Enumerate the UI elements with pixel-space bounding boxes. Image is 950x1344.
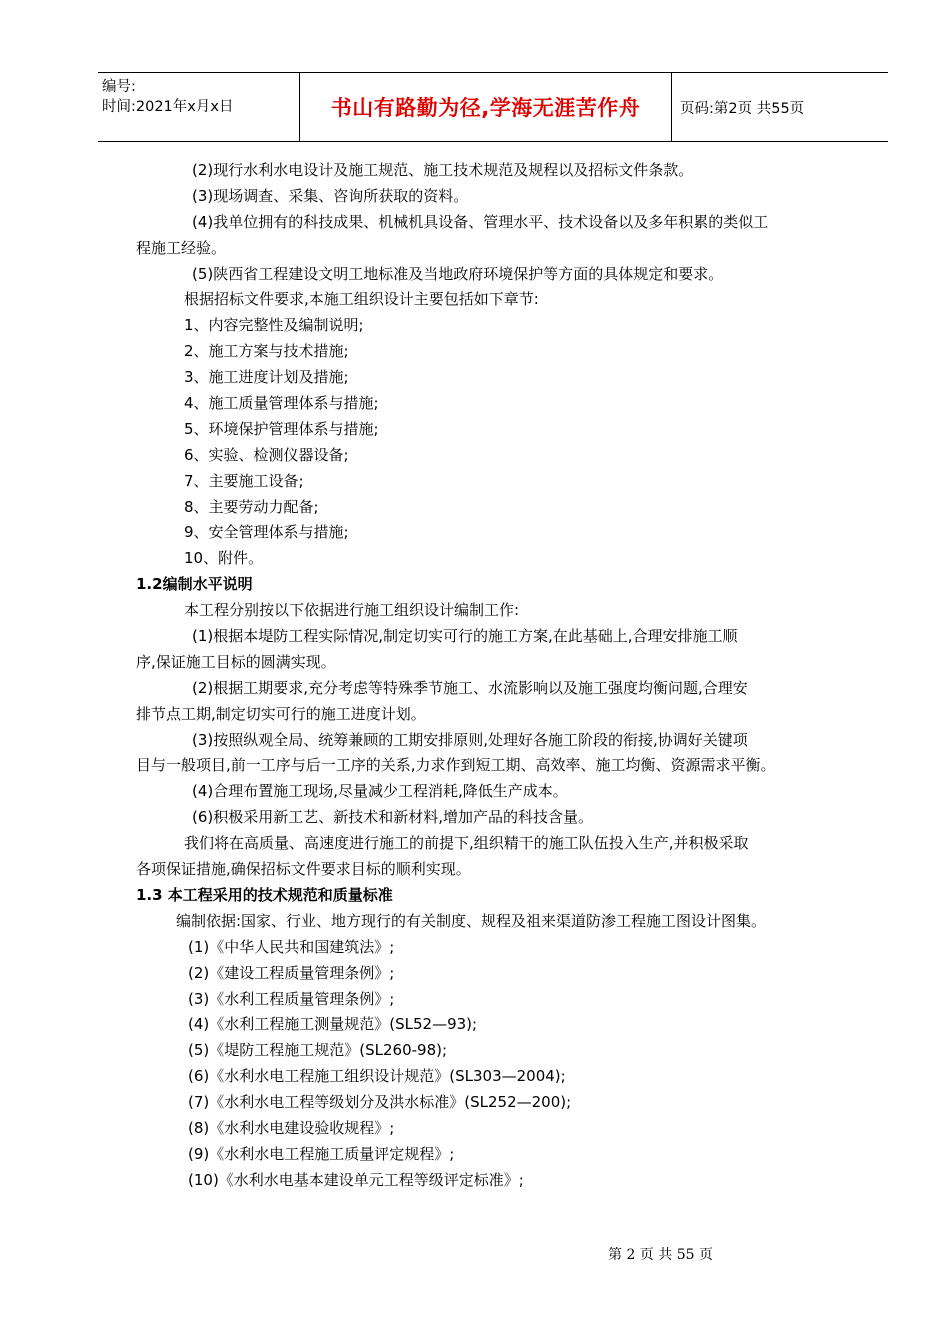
body-text-line: (2)现行水利水电设计及施工规范、施工技术规范及规程以及招标文件条款。 — [192, 161, 694, 179]
body-text-line: 排节点工期,制定切实可行的施工进度计划。 — [136, 704, 426, 723]
body-text-line: (10)《水利水电基本建设单元工程等级评定标准》; — [188, 1170, 524, 1189]
body-text-line: 本工程分别按以下依据进行施工组织设计编制工作: — [184, 601, 520, 620]
body-text-line: 程施工经验。 — [136, 238, 227, 257]
body-text-line: 我们将在高质量、高速度进行施工的前提下,组织精干的施工队伍投入生产,并积极采取 — [184, 834, 749, 853]
body-text-line: (7)《水利水电工程等级划分及洪水标准》(SL252—200); — [188, 1093, 572, 1112]
body-text-line: (8)《水利水电建设验收规程》; — [188, 1118, 395, 1137]
body-text-line: 根据招标文件要求,本施工组织设计主要包括如下章节: — [184, 290, 539, 309]
header-page-info: 页码:第2页 共55页 — [680, 100, 805, 117]
document-body — [136, 158, 856, 1194]
document-number-label: 编号: — [102, 79, 136, 95]
body-text-line: 各项保证措施,确保招标文件要求目标的顺利实现。 — [136, 860, 471, 879]
header-left-cell — [98, 73, 300, 141]
body-text-line: (5)《堤防工程施工规范》(SL260-98); — [188, 1041, 448, 1060]
body-text-line: (1)《中华人民共和国建筑法》; — [188, 937, 395, 956]
document-time-label: 时间:2021年x月x日 — [102, 99, 234, 115]
section-heading: 1.2编制水平说明 — [136, 575, 253, 594]
body-text-line: (2)《建设工程质量管理条例》; — [188, 963, 395, 982]
body-text-line: 9、安全管理体系与措施; — [184, 523, 349, 542]
body-text-line: (9)《水利水电工程施工质量评定规程》; — [188, 1144, 455, 1163]
body-text-line: (6)《水利水电工程施工组织设计规范》(SL303—2004); — [188, 1067, 566, 1086]
body-text-line: 10、附件。 — [184, 549, 264, 568]
body-text-line: (3)《水利工程质量管理条例》; — [188, 989, 395, 1008]
body-text-line: 6、实验、检测仪器设备; — [184, 445, 349, 464]
body-text-line: 3、施工进度计划及措施; — [184, 368, 349, 387]
body-text-line: (4)《水利工程施工测量规范》(SL52—93); — [188, 1015, 478, 1034]
header-motto: 书山有路勤为径,学海无涯苦作舟 — [330, 96, 641, 120]
body-text-line: 8、主要劳动力配备; — [184, 497, 319, 516]
body-text-line: 7、主要施工设备; — [184, 471, 304, 490]
body-text-line: (3)现场调查、采集、咨询所获取的资料。 — [192, 186, 469, 205]
body-text-line: 5、环境保护管理体系与措施; — [184, 419, 379, 438]
body-text-line: 2、施工方案与技术措施; — [184, 342, 349, 361]
body-text-line: (5)陕西省工程建设文明工地标准及当地政府环境保护等方面的具体规定和要求。 — [192, 264, 724, 283]
page-header — [98, 72, 888, 142]
body-text-line: 1、内容完整性及编制说明; — [184, 316, 364, 335]
body-text-line: 序,保证施工目标的圆满实现。 — [136, 652, 336, 671]
body-text-line: 4、施工质量管理体系与措施; — [184, 394, 379, 413]
body-text-line: 编制依据:国家、行业、地方现行的有关制度、规程及祖来渠道防渗工程施工图设计图集。 — [176, 911, 767, 930]
section-heading: 1.3 本工程采用的技术规范和质量标准 — [136, 885, 393, 904]
header-motto-cell — [300, 73, 672, 141]
body-text-line: (4)我单位拥有的科技成果、机械机具设备、管理水平、技术设备以及多年积累的类似工 — [192, 212, 769, 231]
body-text-line: (1)根据本堤防工程实际情况,制定切实可行的施工方案,在此基础上,合理安排施工顺 — [192, 627, 738, 646]
body-text-line: (4)合理布置施工现场,尽量减少工程消耗,降低生产成本。 — [192, 782, 568, 801]
body-text-line: (6)积极采用新工艺、新技术和新材料,增加产品的科技含量。 — [192, 808, 594, 827]
body-text-line: 目与一般项目,前一工序与后一工序的关系,力求作到短工期、高效率、施工均衡、资源需求平衡。 — [136, 756, 776, 775]
body-text-line: (2)根据工期要求,充分考虑等特殊季节施工、水流影响以及施工强度均衡问题,合理安 — [192, 678, 748, 697]
footer-page-number: 第 2 页 共 55 页 — [608, 1247, 713, 1263]
body-text-line: (3)按照纵观全局、统筹兼顾的工期安排原则,处理好各施工阶段的衔接,协调好关键项 — [192, 730, 748, 749]
